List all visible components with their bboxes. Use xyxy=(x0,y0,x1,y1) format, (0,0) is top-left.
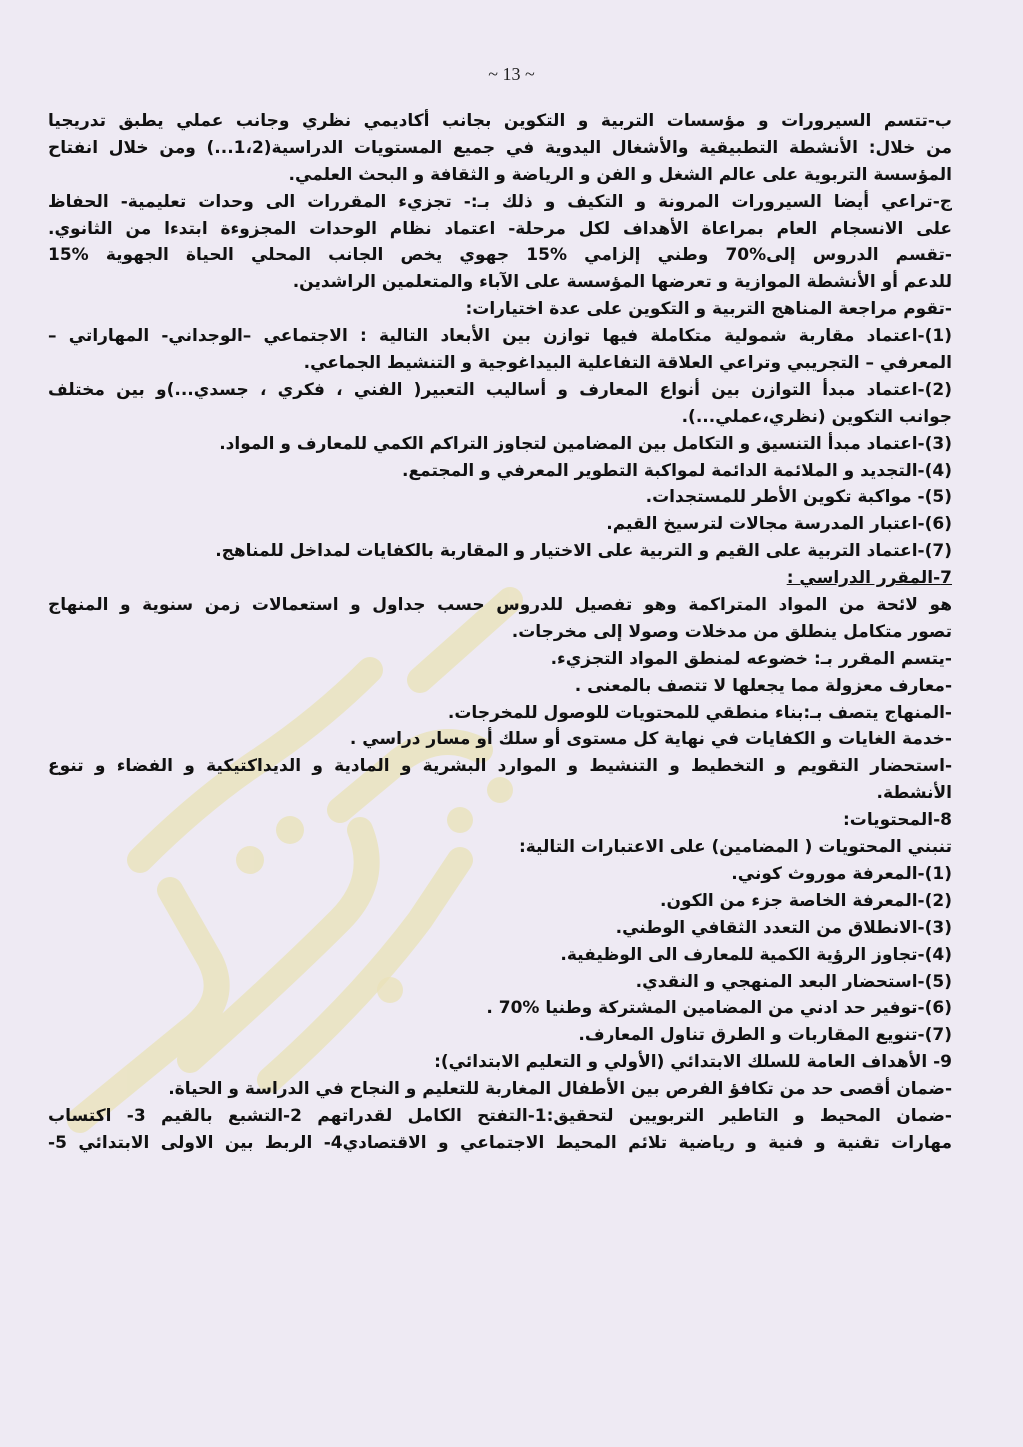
text-line xyxy=(48,942,952,969)
text-line xyxy=(48,619,952,646)
page-number: ~ 13 ~ xyxy=(488,64,535,84)
text-line xyxy=(48,296,952,323)
text-line xyxy=(48,431,952,458)
line-text: -ضمان أقصى حد من تكافؤ الفرص بين الأطفال المغاربة للتعليم و النجاح في الدراسة و الحياة. xyxy=(168,1079,952,1100)
text-line xyxy=(48,484,952,511)
text-line xyxy=(48,511,952,538)
text-line xyxy=(48,995,952,1022)
line-text: -تقوم مراجعة المناهج التربية و التكوين على عدة اختيارات: xyxy=(465,299,952,320)
line-text: تصور متكامل ينطلق من مدخلات وصولا إلى مخرجات. xyxy=(511,621,952,642)
line-text: المؤسسة التربوية على عالم الشغل و الفن و الرياضة و الثقافة و البحث العلمي. xyxy=(288,164,952,185)
line-text: -خدمة الغايات و الكفايات في نهاية كل مستوى أو سلك أو مسار دراسي . xyxy=(349,729,952,750)
line-text: (2)-اعتماد مبدأ التوازن بين أنواع المعارف و أساليب التعبير( الفني ، فكري ، جسدي...)و بين مختلف xyxy=(48,379,952,400)
text-line xyxy=(48,592,952,619)
line-text: تنبني المحتويات ( المضامين) على الاعتبارات التالية: xyxy=(518,837,952,858)
text-line xyxy=(48,834,952,861)
text-line xyxy=(48,269,952,296)
text-line xyxy=(48,108,952,135)
text-line xyxy=(48,350,952,377)
text-line xyxy=(48,458,952,485)
text-line xyxy=(48,216,952,243)
line-text: على الانسجام العام بمراعاة الأهداف لكل مرحلة- اعتماد نظام الوحدات المجزوءة ابتدءا من الثانوي. xyxy=(48,218,952,239)
document-body xyxy=(48,108,952,1157)
line-text: (4)-تجاوز الرؤية الكمية للمعارف الى الوظيفية. xyxy=(560,944,952,965)
line-text: (6)-توفير حد ادني من المضامين المشتركة وطنيا %70 . xyxy=(486,998,952,1019)
line-text: ب-تتسم السيرورات و مؤسسات التربية و التكوين بجانب أكاديمي نظري وجانب عملي يطبق تدريجيا xyxy=(48,111,952,131)
line-text: 7-المقرر الدراسي : xyxy=(786,568,952,589)
line-text: مهارات تقنية و فنية و رياضية تلائم المحيط الاجتماعي و الاقتصادي4- الربط بين الاولى الابتدائي 5- xyxy=(48,1132,952,1153)
line-text: (2)-المعرفة الخاصة جزء من الكون. xyxy=(660,890,952,911)
line-text: -ضمان المحيط و التاطير التربويين لتحقيق:1-التفتح الكامل لقدراتهم 2-التشبع بالقيم 3- اكتساب xyxy=(48,1105,952,1126)
text-line xyxy=(48,726,952,753)
line-text: (5)- مواكبة تكوين الأطر للمستجدات. xyxy=(645,487,952,508)
text-line xyxy=(48,538,952,565)
line-text: (5)-استحضار البعد المنهجي و النقدي. xyxy=(635,971,952,992)
line-text: (1)-اعتماد مقاربة شمولية متكاملة فيها توازن بين الأبعاد التالية : الاجتماعي –الوجداني- المهاراتي – xyxy=(48,326,952,347)
text-line xyxy=(48,915,952,942)
text-line xyxy=(48,753,952,780)
line-text: (1)-المعرفة موروث كوني. xyxy=(731,863,952,884)
text-line xyxy=(48,673,952,700)
line-text: (3)-الانطلاق من التعدد الثقافي الوطني. xyxy=(615,917,952,938)
line-text: (6)-اعتبار المدرسة مجالات لترسيخ القيم. xyxy=(606,514,952,535)
line-text: المعرفي – التجريبي وتراعي العلاقة التفاعلية البيداغوجية و التنشيط الجماعي. xyxy=(303,353,952,374)
text-line xyxy=(48,780,952,807)
text-line xyxy=(48,242,952,269)
line-text: -استحضار التقويم و التخطيط و التنشيط و الموارد البشرية و المادية و الديداكتيكية و الفضاء و تنوع xyxy=(48,756,952,777)
line-text: (3)-اعتماد مبدأ التنسيق و التكامل بين المضامين لتجاوز التراكم الكمي للمعارف و المواد. xyxy=(219,433,952,454)
line-text: -تقسم الدروس إلى%70 وطني إلزامي %15 جهوي يخص الجانب المحلي الحياة الجهوية %15 xyxy=(48,245,952,266)
text-line xyxy=(48,646,952,673)
text-line xyxy=(48,404,952,431)
line-text: (7)-تنويع المقاربات و الطرق تناول المعارف. xyxy=(578,1025,952,1046)
text-line xyxy=(48,888,952,915)
line-text: 9- الأهداف العامة للسلك الابتدائي (الأولي و التعليم الابتدائي): xyxy=(434,1052,952,1073)
text-line xyxy=(48,1022,952,1049)
text-line xyxy=(48,807,952,834)
text-line xyxy=(48,323,952,350)
text-line xyxy=(48,969,952,996)
line-text: جوانب التكوين (نظري،عملي...). xyxy=(681,406,952,427)
line-text: 8-المحتويات: xyxy=(842,810,952,831)
line-text: من خلال: الأنشطة التطبيقية والأشغال اليدوية في جميع المستويات الدراسية(1،2...) ومن خلال انفتاح xyxy=(48,137,952,158)
line-text: هو لائحة من المواد المتراكمة وهو تفصيل للدروس حسب جداول و استعمالات زمن سنوية و المنهاج xyxy=(48,595,952,616)
text-line xyxy=(48,700,952,727)
line-text: -معارف معزولة مما يجعلها لا تتصف بالمعنى . xyxy=(574,675,952,696)
line-text: (4)-التجديد و الملائمة الدائمة لمواكبة التطوير المعرفي و المجتمع. xyxy=(401,460,952,481)
section-heading xyxy=(48,565,952,592)
text-line xyxy=(48,861,952,888)
text-line xyxy=(48,1103,952,1130)
line-text: -يتسم المقرر بـ: خضوعه لمنطق المواد التجزيء. xyxy=(550,648,952,669)
line-text: الأنشطة. xyxy=(876,783,952,804)
text-line xyxy=(48,189,952,216)
text-line xyxy=(48,162,952,189)
line-text: -المنهاج يتصف بـ:بناء منطقي للمحتويات للوصول للمخرجات. xyxy=(447,702,952,723)
line-text: ج-تراعي أيضا السيرورات المرونة و التكيف و ذلك بـ:- تجزيء المقررات الى وحدات تعليمية- الحفاظ xyxy=(48,191,952,212)
line-text: (7)-اعتماد التربية على القيم و التربية على الاختيار و المقاربة بالكفايات لمداخل للمناهج. xyxy=(215,541,952,562)
line-text: للدعم أو الأنشطة الموازية و تعرضها المؤسسة على الآباء والمتعلمين الراشدين. xyxy=(292,272,952,293)
text-line xyxy=(48,1049,952,1076)
text-line xyxy=(48,377,952,404)
text-line xyxy=(48,1130,952,1157)
text-line xyxy=(48,1076,952,1103)
text-line xyxy=(48,135,952,162)
